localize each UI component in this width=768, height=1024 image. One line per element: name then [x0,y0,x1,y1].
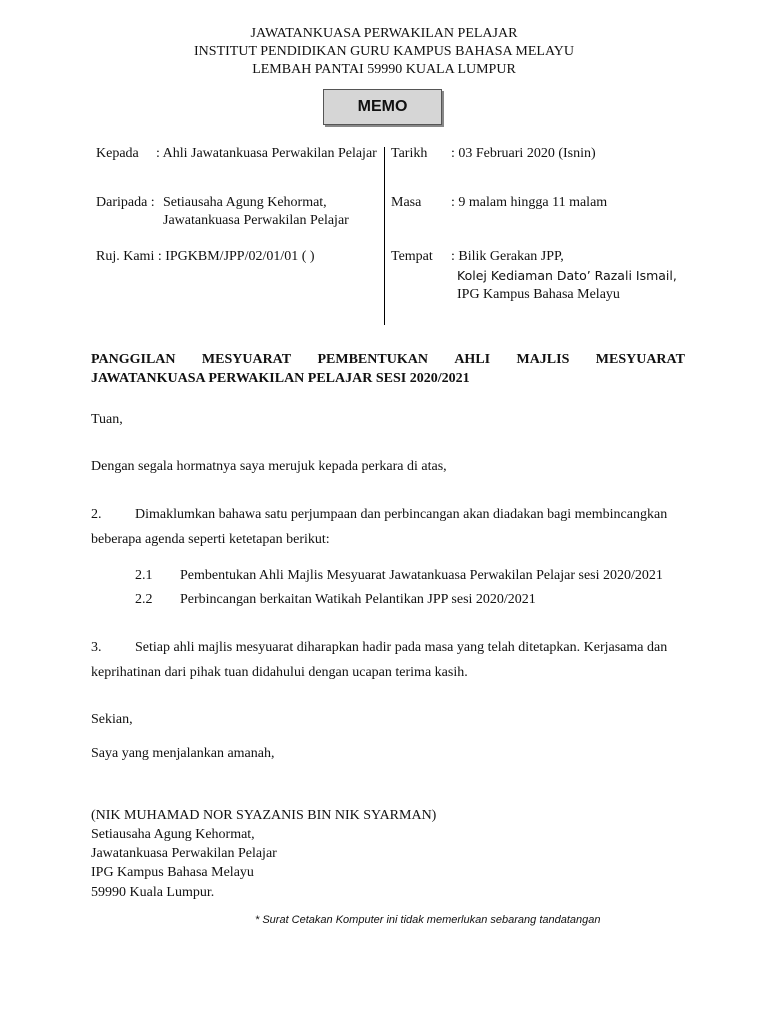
letterhead-line-2: INSTITUT PENDIDIKAN GURU KAMPUS BAHASA MELAYU [194,44,574,59]
tarikh-value: : 03 Februari 2020 (Isnin) [451,146,596,161]
daripada-value-2: Jawatankuasa Perwakilan Pelajar [163,213,349,228]
amanah-line: Saya yang menjalankan amanah, [91,746,275,761]
kepada-value: : Ahli Jawatankuasa Perwakilan Pelajar [156,146,377,161]
agenda-item-text: Perbincangan berkaitan Watikah Pelantikan JPP sesi 2020/2021 [180,592,536,607]
letterhead-line-3: LEMBAH PANTAI 59990 KUALA LUMPUR [252,62,516,77]
subject-word: PANGGILAN [91,352,176,367]
memo-title-box [323,89,442,125]
agenda-item-text: Pembentukan Ahli Majlis Mesyuarat Jawatankuasa Perwakilan Pelajar sesi 2020/2021 [180,568,663,583]
paragraph-3-line-1: Setiap ahli majlis mesyuarat diharapkan hadir pada masa yang telah ditetapkan. Kerjasama dan [135,640,668,655]
tarikh-label: Tarikh [391,146,428,161]
subject-line-2: JAWATANKUASA PERWAKILAN PELAJAR SESI 2020/2021 [91,371,470,386]
signatory-title-1: Setiausaha Agung Kehormat, [91,827,255,842]
memo-label: MEMO [357,98,408,115]
agenda-item-number: 2.2 [135,592,153,607]
paragraph-2-number: 2. [91,507,102,522]
daripada-value-1: Setiausaha Agung Kehormat, [163,195,327,210]
tempat-value-3: IPG Kampus Bahasa Melayu [457,287,620,302]
letterhead [0,25,768,79]
paragraph-1: Dengan segala hormatnya saya merujuk kepada perkara di atas, [91,459,447,474]
salutation: Tuan, [91,412,123,427]
daripada-label: Daripada : [96,195,155,210]
kepada-label: Kepada [96,146,139,161]
footer-note: * Surat Cetakan Komputer ini tidak memerlukan sebarang tandatangan [255,914,601,926]
paragraph-2-line-1: Dimaklumkan bahawa satu perjumpaan dan perbincangan akan diadakan bagi membincangkan [135,507,668,522]
masa-value: : 9 malam hingga 11 malam [451,195,608,210]
subject-word: MESYUARAT [201,352,292,367]
subject-word: MESYUARAT [595,352,685,367]
tempat-value-1: : Bilik Gerakan JPP, [451,249,564,264]
subject-line-1 [91,352,685,368]
tempat-label: Tempat [391,249,433,264]
signatory-address: 59990 Kuala Lumpur. [91,885,215,900]
tempat-value-2: Kolej Kediaman Dato’ Razali Ismail, [457,268,677,283]
subject-word: PEMBENTUKAN [317,352,428,367]
info-divider [384,147,385,325]
letterhead-line-1: JAWATANKUASA PERWAKILAN PELAJAR [250,26,518,41]
rujukan: Ruj. Kami : IPGKBM/JPP/02/01/01 ( ) [96,249,315,264]
paragraph-2-line-2: beberapa agenda seperti ketetapan berikut: [91,532,330,547]
closing: Sekian, [91,712,133,727]
masa-label: Masa [391,195,422,210]
subject-word: AHLI [454,352,491,367]
paragraph-3-line-2: keprihatinan dari pihak tuan didahului dengan ucapan terima kasih. [91,665,468,680]
subject-word: MAJLIS [516,352,570,367]
paragraph-3-number: 3. [91,640,102,655]
signatory-title-3: IPG Kampus Bahasa Melayu [91,865,254,880]
signatory-title-2: Jawatankuasa Perwakilan Pelajar [91,846,277,861]
agenda-item-number: 2.1 [135,568,153,583]
signatory-name: (NIK MUHAMAD NOR SYAZANIS BIN NIK SYARMAN) [91,808,437,823]
